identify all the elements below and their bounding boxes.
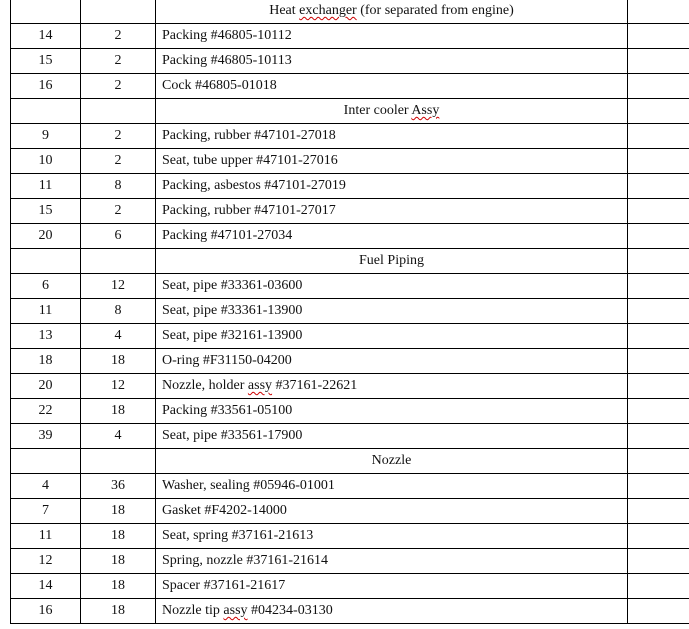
table-row [11, 149, 689, 174]
empty-cell [628, 549, 689, 574]
section-header-row [11, 449, 689, 474]
description-cell: Spacer #37161-21617 [156, 574, 628, 599]
empty-cell [628, 49, 689, 74]
quantity-cell: 4 [81, 424, 156, 449]
description-cell: Seat, pipe #33561-17900 [156, 424, 628, 449]
item-number-cell: 14 [11, 24, 81, 49]
empty-cell [11, 0, 81, 24]
empty-cell [628, 474, 689, 499]
table-row [11, 399, 689, 424]
description-cell: Nozzle, holder assy #37161-22621 [156, 374, 628, 399]
table-row [11, 274, 689, 299]
description-cell: Packing #47101-27034 [156, 224, 628, 249]
quantity-cell: 18 [81, 574, 156, 599]
item-number-cell: 14 [11, 574, 81, 599]
quantity-cell: 12 [81, 274, 156, 299]
table-row [11, 299, 689, 324]
section-title: Fuel Piping [156, 249, 628, 274]
table-row [11, 74, 689, 99]
table-row [11, 349, 689, 374]
quantity-cell: 8 [81, 299, 156, 324]
empty-cell [628, 499, 689, 524]
quantity-cell: 2 [81, 74, 156, 99]
description-cell: Cock #46805-01018 [156, 74, 628, 99]
empty-cell [628, 324, 689, 349]
empty-cell [628, 199, 689, 224]
quantity-cell: 18 [81, 399, 156, 424]
item-number-cell: 13 [11, 324, 81, 349]
quantity-cell: 18 [81, 524, 156, 549]
quantity-cell: 2 [81, 124, 156, 149]
quantity-cell: 18 [81, 499, 156, 524]
description-cell: Packing, rubber #47101-27018 [156, 124, 628, 149]
quantity-cell: 18 [81, 349, 156, 374]
empty-cell [11, 99, 81, 124]
section-header-row [11, 0, 689, 24]
description-cell: Seat, tube upper #47101-27016 [156, 149, 628, 174]
section-header-row [11, 99, 689, 124]
quantity-cell: 8 [81, 174, 156, 199]
description-cell: Seat, spring #37161-21613 [156, 524, 628, 549]
table-row [11, 324, 689, 349]
spellcheck-underline: Assy [411, 103, 440, 118]
section-title: Heat exchanger (for separated from engine) [156, 0, 628, 24]
empty-cell [81, 249, 156, 274]
quantity-cell: 2 [81, 24, 156, 49]
empty-cell [628, 399, 689, 424]
empty-cell [628, 524, 689, 549]
empty-cell [628, 174, 689, 199]
empty-cell [628, 349, 689, 374]
description-cell: Gasket #F4202-14000 [156, 499, 628, 524]
description-cell: Packing #46805-10112 [156, 24, 628, 49]
item-number-cell: 15 [11, 199, 81, 224]
table-row [11, 574, 689, 599]
empty-cell [628, 249, 689, 274]
table-row [11, 24, 689, 49]
table-row [11, 224, 689, 249]
quantity-cell: 12 [81, 374, 156, 399]
item-number-cell: 20 [11, 224, 81, 249]
spellcheck-underline: assy [223, 603, 248, 618]
empty-cell [628, 74, 689, 99]
table-row [11, 549, 689, 574]
table-row [11, 599, 689, 624]
table-row [11, 474, 689, 499]
empty-cell [11, 249, 81, 274]
item-number-cell: 7 [11, 499, 81, 524]
item-number-cell: 11 [11, 524, 81, 549]
empty-cell [628, 299, 689, 324]
description-cell: Seat, pipe #33361-03600 [156, 274, 628, 299]
quantity-cell: 36 [81, 474, 156, 499]
item-number-cell: 16 [11, 74, 81, 99]
empty-cell [81, 0, 156, 24]
description-cell: Packing #33561-05100 [156, 399, 628, 424]
description-cell: Seat, pipe #32161-13900 [156, 324, 628, 349]
item-number-cell: 4 [11, 474, 81, 499]
spellcheck-underline: assy [247, 378, 273, 393]
item-number-cell: 18 [11, 349, 81, 374]
empty-cell [11, 449, 81, 474]
table-row [11, 499, 689, 524]
section-header-row [11, 249, 689, 274]
empty-cell [628, 424, 689, 449]
empty-cell [628, 149, 689, 174]
empty-cell [628, 599, 689, 624]
empty-cell [628, 574, 689, 599]
empty-cell [628, 99, 689, 124]
quantity-cell: 4 [81, 324, 156, 349]
description-cell: Seat, pipe #33361-13900 [156, 299, 628, 324]
item-number-cell: 9 [11, 124, 81, 149]
table-row [11, 124, 689, 149]
section-title: Inter cooler Assy [156, 99, 628, 124]
description-cell: Packing #46805-10113 [156, 49, 628, 74]
item-number-cell: 20 [11, 374, 81, 399]
item-number-cell: 12 [11, 549, 81, 574]
table-row [11, 374, 689, 399]
empty-cell [628, 224, 689, 249]
empty-cell [81, 449, 156, 474]
item-number-cell: 11 [11, 174, 81, 199]
empty-cell [628, 24, 689, 49]
description-cell: Spring, nozzle #37161-21614 [156, 549, 628, 574]
quantity-cell: 6 [81, 224, 156, 249]
quantity-cell: 18 [81, 599, 156, 624]
quantity-cell: 2 [81, 149, 156, 174]
description-cell: Packing, asbestos #47101-27019 [156, 174, 628, 199]
table-row [11, 199, 689, 224]
empty-cell [81, 99, 156, 124]
item-number-cell: 39 [11, 424, 81, 449]
table-row [11, 49, 689, 74]
parts-table-body [11, 0, 689, 624]
description-cell: Nozzle tip assy #04234-03130 [156, 599, 628, 624]
item-number-cell: 15 [11, 49, 81, 74]
description-cell: Packing, rubber #47101-27017 [156, 199, 628, 224]
spellcheck-underline: exchanger [299, 3, 357, 18]
description-cell: O-ring #F31150-04200 [156, 349, 628, 374]
empty-cell [628, 449, 689, 474]
empty-cell [628, 374, 689, 399]
description-cell: Washer, sealing #05946-01001 [156, 474, 628, 499]
parts-table [10, 0, 689, 624]
empty-cell [628, 0, 689, 24]
section-title: Nozzle [156, 449, 628, 474]
item-number-cell: 11 [11, 299, 81, 324]
item-number-cell: 16 [11, 599, 81, 624]
empty-cell [628, 274, 689, 299]
table-row [11, 174, 689, 199]
item-number-cell: 6 [11, 274, 81, 299]
table-row [11, 424, 689, 449]
parts-table-container [10, 0, 689, 624]
item-number-cell: 22 [11, 399, 81, 424]
quantity-cell: 18 [81, 549, 156, 574]
item-number-cell: 10 [11, 149, 81, 174]
table-row [11, 524, 689, 549]
empty-cell [628, 124, 689, 149]
quantity-cell: 2 [81, 199, 156, 224]
quantity-cell: 2 [81, 49, 156, 74]
